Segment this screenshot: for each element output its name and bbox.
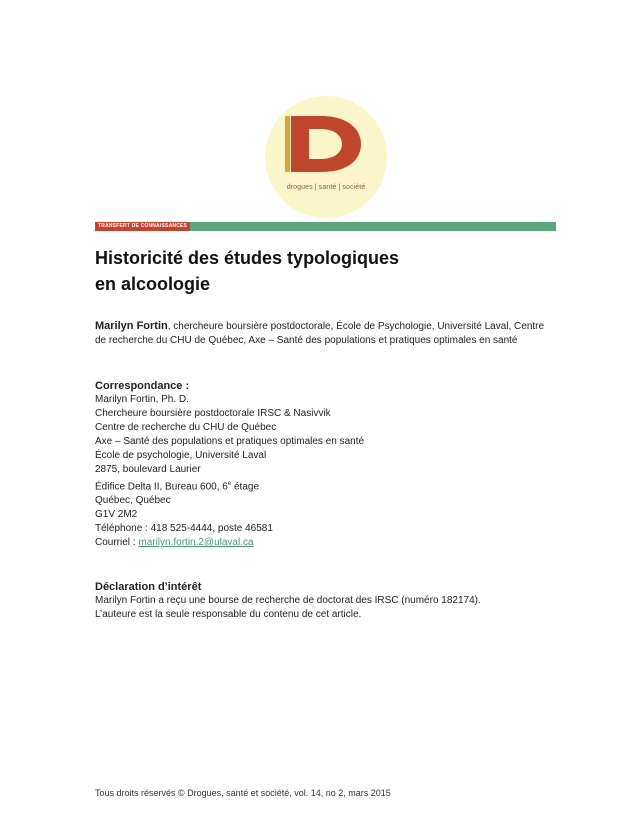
- journal-logo: [265, 96, 387, 218]
- section-tag: TRANSFERT DE CONNAISSANCES: [95, 222, 190, 231]
- correspondence-block: [95, 379, 557, 550]
- correspondence-line: École de psychologie, Université Laval: [95, 450, 267, 461]
- correspondence-line: Centre de recherche du CHU de Québec: [95, 422, 277, 433]
- correspondence-line: Québec, Québec: [95, 495, 171, 507]
- correspondence-line: Marilyn Fortin, Ph. D.: [95, 394, 189, 405]
- declaration-line-1: Marilyn Fortin a reçu une bourse de recherche de doctorat des IRSC (numéro 182174).: [95, 595, 481, 606]
- title-line-2: en alcoologie: [95, 274, 211, 294]
- logo-d-mark-icon: [265, 96, 387, 218]
- title-line-1: Historicité des études typologiques: [95, 248, 400, 268]
- author-name: Marilyn Fortin: [95, 320, 168, 332]
- logo-tagline: drogues | santé | société: [286, 184, 366, 191]
- building-suffix: e: [227, 481, 232, 487]
- email-label: Courriel :: [95, 537, 139, 549]
- declaration-block: [95, 580, 557, 622]
- correspondence-line: G1V 2M2: [95, 509, 138, 521]
- correspondence-line: Téléphone : 418 525-4444, poste 46581: [95, 523, 273, 535]
- building-end: étage: [231, 481, 260, 493]
- article-title: [95, 245, 555, 297]
- building-text: Édifice Delta II, Bureau 600, 6: [95, 481, 228, 493]
- author-affiliation: , chercheure boursière postdoctorale, École de Psychologie, Université Laval, Centre de recherche du CHU de Québec, Axe – Santé des populations et pratiques optimales en santé: [95, 321, 545, 346]
- declaration-heading: Déclaration d’intérêt: [95, 581, 202, 593]
- correspondence-line: Axe – Santé des populations et pratiques optimales en santé: [95, 436, 365, 447]
- correspondence-line: 2875, boulevard Laurier: [95, 464, 201, 475]
- author-block: [95, 319, 557, 348]
- correspondence-heading: Correspondance :: [95, 380, 190, 392]
- correspondence-line: Chercheure boursière postdoctorale IRSC & Nasivvik: [95, 408, 331, 419]
- correspondence-building: [95, 477, 557, 494]
- section-bar: [95, 222, 556, 231]
- correspondence-email-row: [95, 536, 557, 550]
- copyright-footer: Tous droits réservés © Drogues, santé et société, vol. 14, no 2, mars 2015: [95, 788, 391, 798]
- declaration-line-2: L’auteure est la seule responsable du contenu de cet article.: [95, 609, 362, 620]
- email-link[interactable]: marilyn.fortin.2@ulaval.ca: [138, 537, 254, 549]
